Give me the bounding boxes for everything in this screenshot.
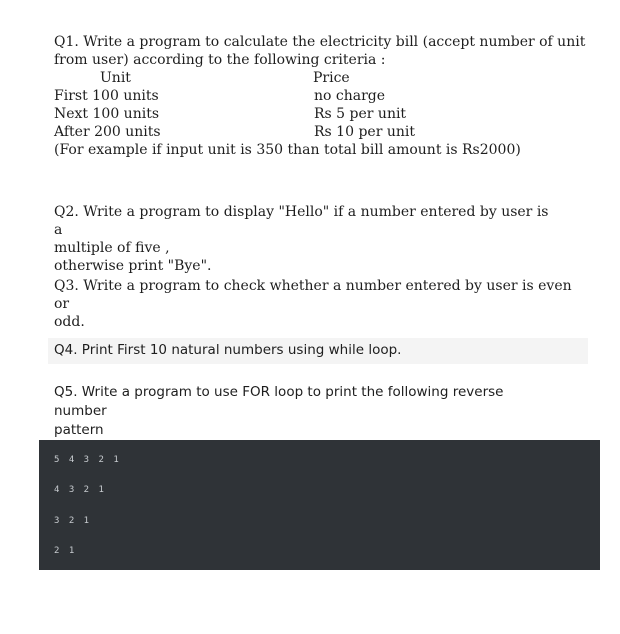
question-4 — [48, 338, 588, 364]
q2-line-1: Q2. Write a program to display "Hello" if a number entered by user is a — [54, 204, 549, 238]
row-price: Rs 5 per unit — [314, 106, 407, 122]
criteria-table — [54, 69, 574, 141]
header-price: Price — [313, 70, 350, 86]
code-line: 2 1 — [54, 546, 77, 556]
q2-line-3: otherwise print "Bye". — [54, 258, 212, 274]
row-unit: First 100 units — [54, 88, 159, 104]
row-unit: Next 100 units — [54, 106, 159, 122]
q5-line-2: pattern — [54, 422, 104, 438]
row-unit: After 200 units — [54, 124, 161, 140]
q3-line-1: Q3. Write a program to check whether a number entered by user is even or — [54, 278, 572, 312]
row-price: Rs 10 per unit — [314, 124, 415, 140]
question-3 — [54, 277, 574, 331]
code-block — [39, 440, 600, 570]
q2-line-2: multiple of five , — [54, 240, 170, 256]
q3-line-2: odd. — [54, 314, 85, 330]
code-line: 4 3 2 1 — [54, 485, 106, 495]
q1-line-2: from user) according to the following criteria : — [54, 52, 386, 68]
code-line: 3 2 1 — [54, 516, 92, 526]
header-unit: Unit — [100, 70, 131, 86]
q5-line-1: Q5. Write a program to use FOR loop to print the following reverse number — [54, 384, 504, 419]
q4-text: Q4. Print First 10 natural numbers using while loop. — [54, 342, 402, 358]
q1-line-1: Q1. Write a program to calculate the electricity bill (accept number of unit — [54, 34, 586, 50]
row-price: no charge — [314, 88, 386, 104]
q1-example: (For example if input unit is 350 than total bill amount is Rs2000) — [54, 142, 521, 158]
question-2 — [54, 203, 554, 275]
code-line: 5 4 3 2 1 — [54, 455, 121, 465]
question-1 — [54, 33, 586, 159]
question-5 — [54, 383, 554, 440]
